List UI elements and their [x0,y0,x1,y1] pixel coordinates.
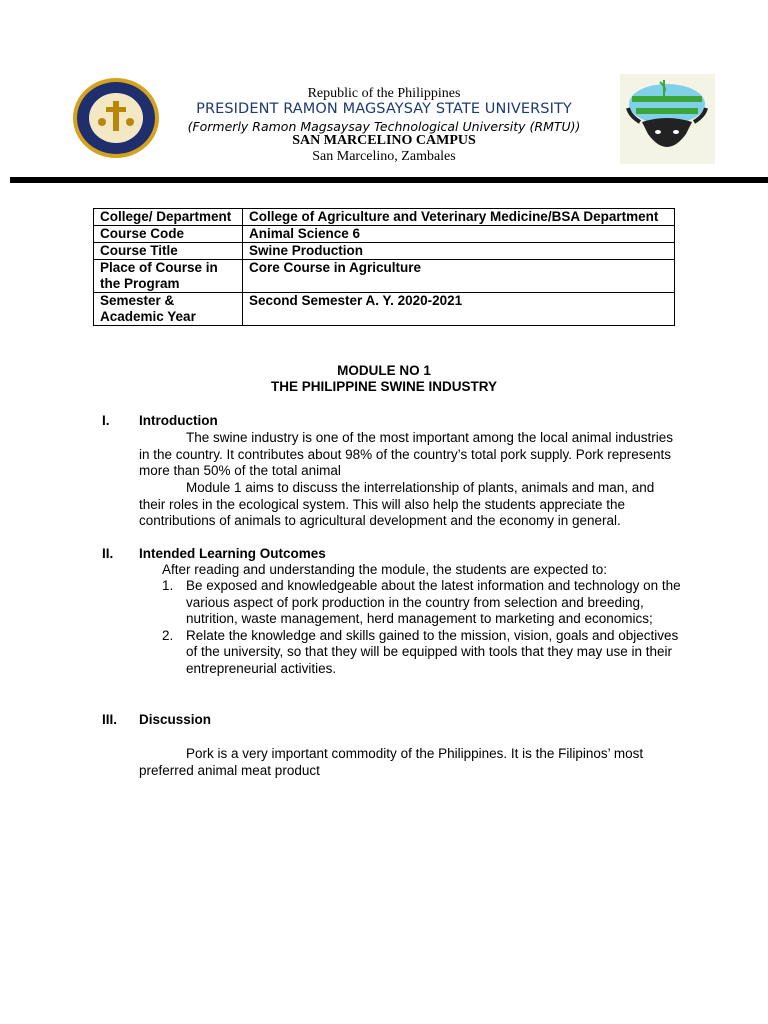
table-cell-label: Place of Course in the Program [94,260,243,293]
campus-name: SAN MARCELINO CAMPUS [292,133,476,148]
table-cell-value: Swine Production [243,243,675,260]
section-number-ilo: II. [102,546,114,561]
module-title: THE PHILIPPINE SWINE INDUSTRY [270,379,498,394]
table-cell-label: Semester & Academic Year [94,293,243,326]
list-item [139,578,684,628]
header-divider [10,177,768,183]
section-number-discussion: III. [102,712,118,727]
intro-paragraph-1: The swine industry is one of the most important among the local animal industries in the country. It contributes about 98% of the country’s total pork supply. Pork represents more than 50% of the total animal [139,430,673,478]
table-cell-label: Course Title [94,243,243,260]
discussion-paragraph-1: Pork is a very important commodity of the Philippines. It is the Filipinos’ most preferred animal meat product [139,746,644,778]
course-info-table [93,208,675,326]
list-item [139,628,684,678]
section-title-discussion: Discussion [139,712,212,727]
table-cell-value: College of Agriculture and Veterinary Medicine/BSA Department [243,209,675,226]
intro-paragraph-2: Module 1 aims to discuss the interrelationship of plants, animals and man, and their roles in the ecological system. This will also help the students appreciate the contributions of animals to agricultural development and the economy in general. [139,480,655,528]
table-row [94,260,675,293]
campus-address: San Marcelino, Zambales [312,149,456,164]
table-cell-label: College/ Department [94,209,243,226]
table-cell-value: Core Course in Agriculture [243,260,675,293]
table-row [94,226,675,243]
section-title-intro: Introduction [139,413,218,428]
list-item-text: Relate the knowledge and skills gained to the mission, vision, goals and objectives of the university, so that they will be equipped with tools that they may use in their entrepreneurial activities. [186,627,679,676]
module-number: MODULE NO 1 [337,363,431,378]
formerly-line: (Formerly Ramon Magsaysay Technological University (RMTU)) [187,119,581,134]
list-item-text: Be exposed and knowledgeable about the latest information and technology on the various aspect of pork production in the country from selection and breeding, nutrition, waste management, herd management to marketing and economics; [186,578,681,626]
table-row [94,293,675,326]
college-logo [620,74,715,164]
ilo-lead: After reading and understanding the module, the students are expected to: [162,562,608,577]
university-name: PRESIDENT RAMON MAGSAYSAY STATE UNIVERSITY [196,101,572,117]
table-cell-value: Animal Science 6 [243,226,675,243]
section-number-intro: I. [102,413,110,428]
table-row [94,243,675,260]
list-item-number: 1. [162,578,174,593]
republic-line: Republic of the Philippines [307,86,461,101]
table-cell-value: Second Semester A. Y. 2020-2021 [243,293,675,326]
list-item-number: 2. [162,627,174,643]
table-cell-label: Course Code [94,226,243,243]
table-row [94,209,675,226]
section-title-ilo: Intended Learning Outcomes [139,546,326,561]
ilo-list [139,578,684,677]
